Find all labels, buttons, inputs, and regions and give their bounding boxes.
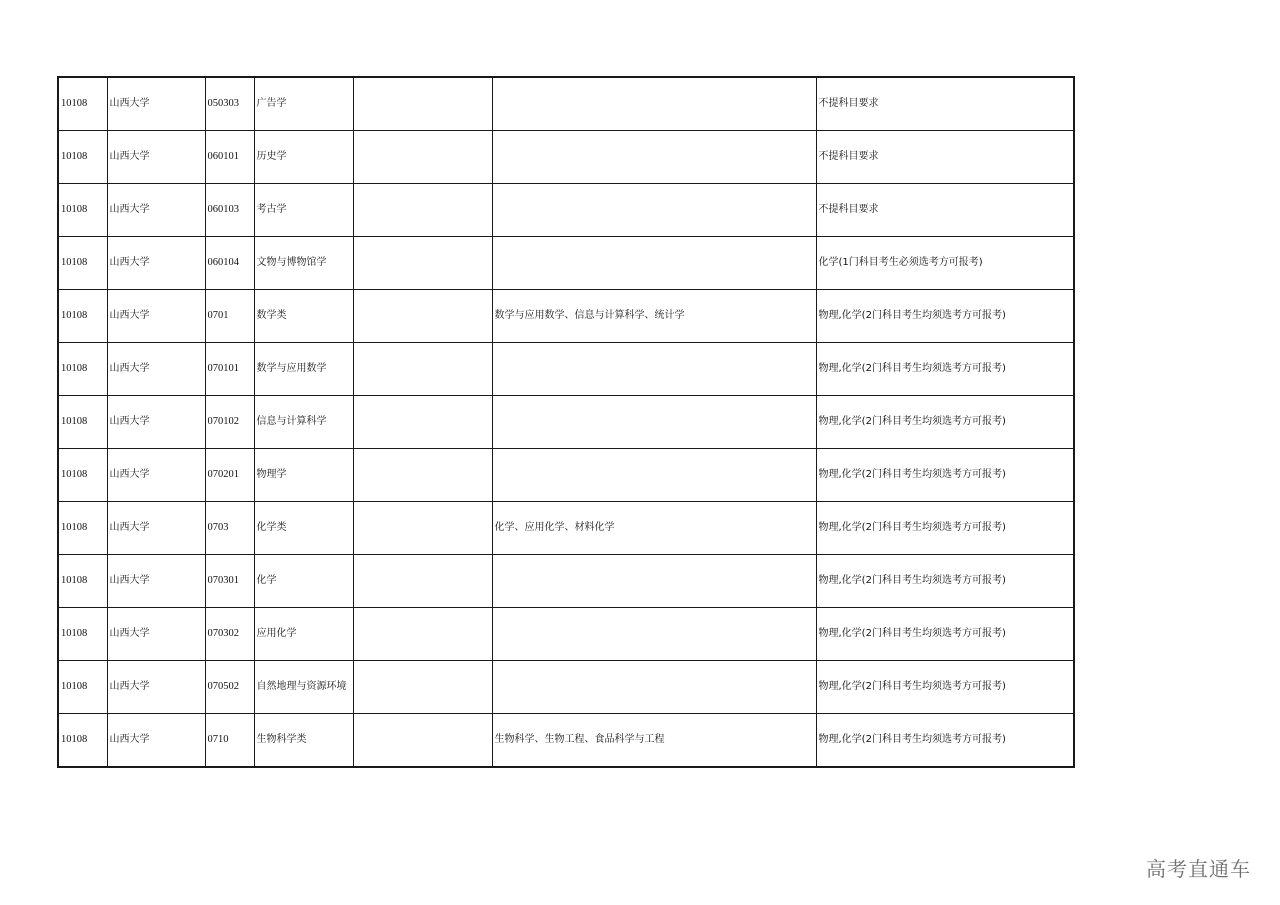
table-row (58, 714, 1074, 768)
major-name-cell: 数学与应用数学 (254, 343, 353, 396)
remark-cell (353, 714, 492, 768)
school-code-cell: 10108 (58, 343, 107, 396)
major-code-cell: 0701 (205, 290, 254, 343)
school-name-cell: 山西大学 (107, 290, 205, 343)
school-code-cell: 10108 (58, 608, 107, 661)
subject-requirement-cell: 物理,化学(2门科目考生均须选考方可报考) (816, 661, 1074, 714)
school-name-cell: 山西大学 (107, 502, 205, 555)
major-code-cell: 070301 (205, 555, 254, 608)
table-row (58, 608, 1074, 661)
included-majors-cell (492, 608, 816, 661)
school-name-cell: 山西大学 (107, 661, 205, 714)
subject-requirement-cell: 物理,化学(2门科目考生均须选考方可报考) (816, 343, 1074, 396)
table-row (58, 396, 1074, 449)
table-row (58, 131, 1074, 184)
included-majors-cell (492, 184, 816, 237)
school-code-cell: 10108 (58, 396, 107, 449)
included-majors-cell (492, 131, 816, 184)
remark-cell (353, 290, 492, 343)
school-name-cell: 山西大学 (107, 343, 205, 396)
table-row (58, 290, 1074, 343)
school-name-cell: 山西大学 (107, 396, 205, 449)
major-name-cell: 数学类 (254, 290, 353, 343)
table-row (58, 502, 1074, 555)
major-name-cell: 广告学 (254, 77, 353, 131)
major-name-cell: 生物科学类 (254, 714, 353, 768)
school-code-cell: 10108 (58, 290, 107, 343)
school-code-cell: 10108 (58, 714, 107, 768)
school-name-cell: 山西大学 (107, 608, 205, 661)
included-majors-cell (492, 237, 816, 290)
subject-requirement-cell: 物理,化学(2门科目考生均须选考方可报考) (816, 555, 1074, 608)
school-code-cell: 10108 (58, 661, 107, 714)
school-name-cell: 山西大学 (107, 237, 205, 290)
school-name-cell: 山西大学 (107, 555, 205, 608)
remark-cell (353, 555, 492, 608)
subject-requirement-cell: 物理,化学(2门科目考生均须选考方可报考) (816, 608, 1074, 661)
school-name-cell: 山西大学 (107, 449, 205, 502)
included-majors-cell (492, 396, 816, 449)
included-majors-cell: 化学、应用化学、材料化学 (492, 502, 816, 555)
remark-cell (353, 396, 492, 449)
major-name-cell: 化学 (254, 555, 353, 608)
table-body (58, 77, 1074, 767)
major-name-cell: 文物与博物馆学 (254, 237, 353, 290)
table-row (58, 343, 1074, 396)
major-name-cell: 化学类 (254, 502, 353, 555)
subject-requirement-cell: 物理,化学(2门科目考生均须选考方可报考) (816, 502, 1074, 555)
major-name-cell: 物理学 (254, 449, 353, 502)
major-name-cell: 应用化学 (254, 608, 353, 661)
included-majors-cell (492, 343, 816, 396)
table-row (58, 237, 1074, 290)
subject-requirement-cell: 不提科目要求 (816, 77, 1074, 131)
remark-cell (353, 184, 492, 237)
included-majors-cell: 生物科学、生物工程、食品科学与工程 (492, 714, 816, 768)
remark-cell (353, 237, 492, 290)
included-majors-cell: 数学与应用数学、信息与计算科学、统计学 (492, 290, 816, 343)
remark-cell (353, 608, 492, 661)
major-code-cell: 060103 (205, 184, 254, 237)
school-code-cell: 10108 (58, 237, 107, 290)
major-code-cell: 070102 (205, 396, 254, 449)
school-code-cell: 10108 (58, 184, 107, 237)
school-name-cell: 山西大学 (107, 714, 205, 768)
school-code-cell: 10108 (58, 502, 107, 555)
major-name-cell: 自然地理与资源环境 (254, 661, 353, 714)
school-code-cell: 10108 (58, 449, 107, 502)
subject-requirement-cell: 不提科目要求 (816, 131, 1074, 184)
included-majors-cell (492, 77, 816, 131)
major-code-cell: 070302 (205, 608, 254, 661)
remark-cell (353, 131, 492, 184)
subject-requirement-cell: 化学(1门科目考生必须选考方可报考) (816, 237, 1074, 290)
major-name-cell: 历史学 (254, 131, 353, 184)
included-majors-cell (492, 449, 816, 502)
school-name-cell: 山西大学 (107, 77, 205, 131)
subject-requirement-cell: 物理,化学(2门科目考生均须选考方可报考) (816, 449, 1074, 502)
major-code-cell: 070201 (205, 449, 254, 502)
major-name-cell: 考古学 (254, 184, 353, 237)
major-code-cell: 050303 (205, 77, 254, 131)
table-row (58, 555, 1074, 608)
school-code-cell: 10108 (58, 77, 107, 131)
subject-requirement-cell: 不提科目要求 (816, 184, 1074, 237)
remark-cell (353, 502, 492, 555)
major-code-cell: 0710 (205, 714, 254, 768)
remark-cell (353, 449, 492, 502)
major-name-cell: 信息与计算科学 (254, 396, 353, 449)
table-row (58, 661, 1074, 714)
watermark: 高考直通车 (1146, 857, 1251, 881)
remark-cell (353, 77, 492, 131)
remark-cell (353, 661, 492, 714)
subject-requirement-cell: 物理,化学(2门科目考生均须选考方可报考) (816, 396, 1074, 449)
subject-requirement-cell: 物理,化学(2门科目考生均须选考方可报考) (816, 714, 1074, 768)
major-code-cell: 0703 (205, 502, 254, 555)
school-code-cell: 10108 (58, 131, 107, 184)
major-code-cell: 070502 (205, 661, 254, 714)
table-row (58, 77, 1074, 131)
subject-requirement-table (57, 76, 1075, 768)
subject-requirement-cell: 物理,化学(2门科目考生均须选考方可报考) (816, 290, 1074, 343)
remark-cell (353, 343, 492, 396)
major-code-cell: 060104 (205, 237, 254, 290)
included-majors-cell (492, 661, 816, 714)
major-code-cell: 070101 (205, 343, 254, 396)
school-code-cell: 10108 (58, 555, 107, 608)
school-name-cell: 山西大学 (107, 131, 205, 184)
school-name-cell: 山西大学 (107, 184, 205, 237)
table-row (58, 184, 1074, 237)
included-majors-cell (492, 555, 816, 608)
table-row (58, 449, 1074, 502)
major-code-cell: 060101 (205, 131, 254, 184)
